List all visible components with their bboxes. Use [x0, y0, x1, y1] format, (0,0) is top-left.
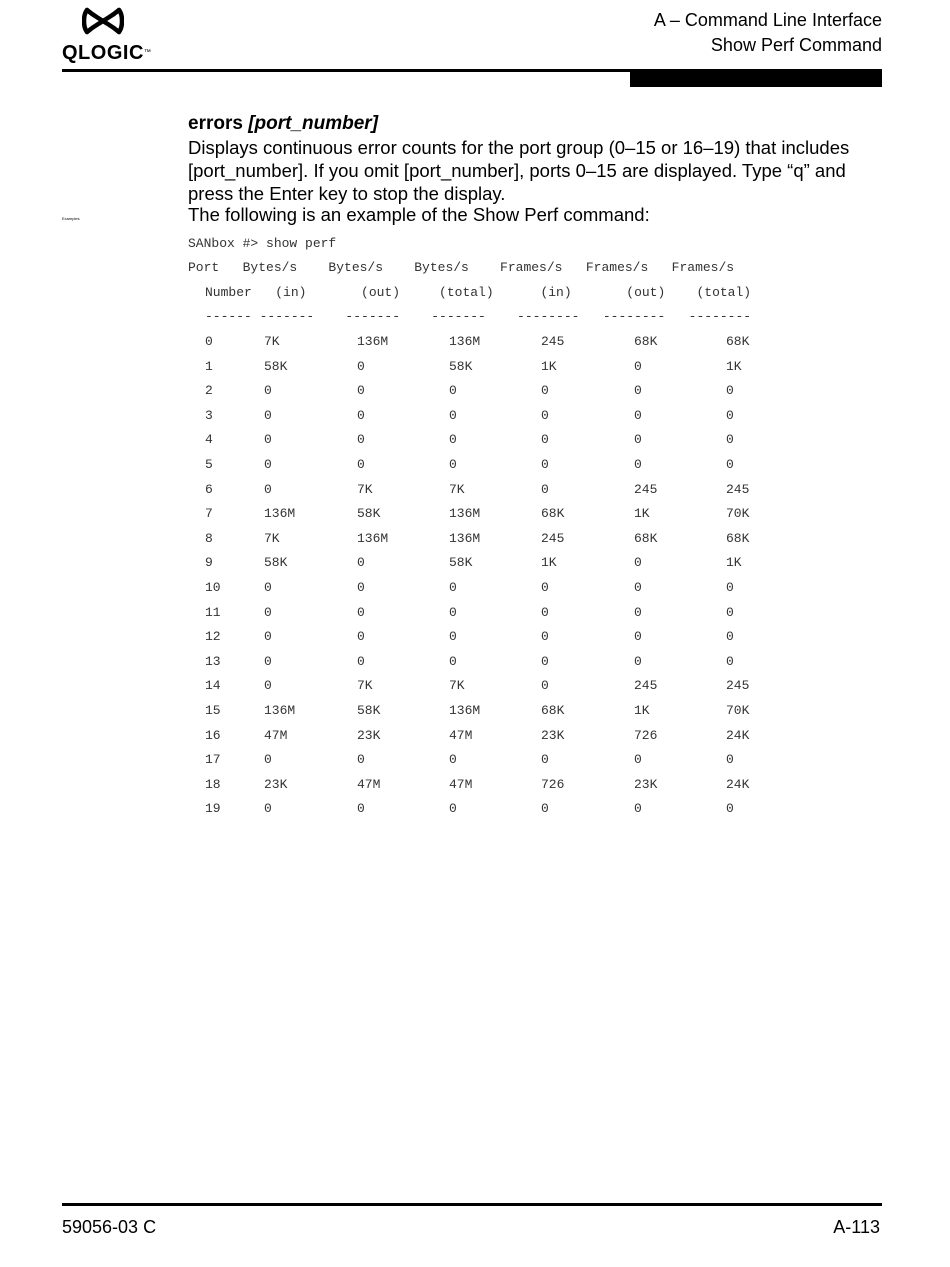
- qlogic-logo: [62, 6, 162, 62]
- table-cell: 0: [357, 629, 365, 645]
- table-cell: 23K: [357, 727, 381, 743]
- command-name: errors: [188, 113, 243, 134]
- table-cell: 7K: [264, 530, 280, 546]
- table-cell: 70K: [726, 703, 750, 718]
- table-cell: 0: [264, 580, 272, 595]
- table-cell: 7K: [449, 481, 465, 497]
- table-cell: 7K: [357, 678, 373, 694]
- table-header-row-1: Port Bytes/s Bytes/s Bytes/s Frames/s Frames/s Frames/s: [188, 260, 735, 275]
- table-cell: 0: [726, 407, 734, 423]
- table-cell: 0: [264, 752, 272, 768]
- table-cell: 0: [264, 653, 272, 669]
- table-cell: 0: [264, 801, 272, 817]
- table-cell: 58K: [357, 703, 381, 718]
- table-cell: 0: [357, 383, 365, 399]
- table-cell: 0: [449, 383, 457, 399]
- table-cell: 1K: [541, 358, 557, 374]
- table-cell: 58K: [449, 358, 473, 374]
- port-number-cell: 0: [205, 334, 213, 349]
- table-cell: 0: [541, 383, 549, 399]
- port-number-cell: 6: [205, 481, 213, 497]
- port-number-cell: 12: [205, 629, 221, 645]
- table-cell: 0: [541, 407, 549, 423]
- table-cell: 0: [357, 653, 365, 669]
- table-cell: 0: [449, 604, 457, 620]
- port-number-cell: 16: [205, 727, 221, 743]
- table-cell: 0: [541, 481, 549, 497]
- port-number-cell: 14: [205, 678, 221, 694]
- table-cell: 0: [357, 432, 365, 448]
- port-number-cell: 10: [205, 580, 221, 595]
- port-number-cell: 5: [205, 457, 213, 472]
- section-header: Show Perf Command: [710, 35, 882, 55]
- table-cell: 68K: [726, 530, 750, 546]
- table-cell: 0: [541, 678, 549, 694]
- table-cell: 7K: [357, 481, 373, 497]
- table-cell: 70K: [726, 506, 750, 522]
- table-cell: 0: [634, 555, 642, 571]
- table-cell: 0: [541, 580, 549, 595]
- footer-rule: [62, 1203, 882, 1206]
- table-cell: 0: [357, 604, 365, 620]
- table-cell: 136M: [449, 703, 481, 718]
- table-cell: 23K: [264, 776, 288, 792]
- table-cell: 136M: [449, 530, 481, 546]
- table-cell: 1K: [726, 555, 742, 571]
- table-cell: 0: [449, 432, 457, 448]
- table-cell: 0: [357, 407, 365, 423]
- table-cell: 0: [726, 604, 734, 620]
- table-cell: 0: [357, 457, 365, 472]
- table-cell: 0: [264, 457, 272, 472]
- table-cell: 7K: [449, 678, 465, 694]
- port-number-cell: 18: [205, 776, 221, 792]
- table-cell: 0: [264, 383, 272, 399]
- port-number-cell: 11: [205, 604, 221, 620]
- table-cell: 0: [634, 629, 642, 645]
- chapter-header: A – Command Line Interface: [653, 10, 882, 30]
- table-cell: 47M: [449, 776, 473, 792]
- table-cell: 47M: [449, 727, 473, 743]
- table-cell: 0: [634, 580, 642, 595]
- table-cell: 136M: [357, 530, 389, 546]
- port-number-cell: 3: [205, 407, 213, 423]
- table-cell: 58K: [264, 358, 288, 374]
- table-cell: 0: [634, 432, 642, 448]
- table-cell: 0: [449, 457, 457, 472]
- table-cell: 68K: [541, 703, 565, 718]
- table-cell: 245: [726, 481, 750, 497]
- header-tab-bar: [630, 72, 882, 87]
- table-cell: 68K: [541, 506, 565, 522]
- table-cell: 0: [264, 629, 272, 645]
- table-cell: 245: [541, 334, 565, 349]
- table-cell: 0: [541, 801, 549, 817]
- table-cell: 0: [541, 752, 549, 768]
- table-cell: 136M: [357, 334, 389, 349]
- port-number-cell: 2: [205, 383, 213, 399]
- trademark-mark: ™: [143, 49, 152, 56]
- margin-note: Examples: [62, 216, 80, 221]
- port-number-cell: 9: [205, 555, 213, 571]
- table-cell: 68K: [726, 334, 750, 349]
- command-heading: [188, 113, 378, 135]
- logo-wordmark: QLOGIC™: [62, 42, 152, 64]
- table-cell: 0: [726, 653, 734, 669]
- table-cell: 0: [449, 752, 457, 768]
- table-cell: 0: [449, 653, 457, 669]
- table-cell: 1K: [541, 555, 557, 571]
- table-cell: 245: [634, 678, 658, 694]
- table-cell: 245: [634, 481, 658, 497]
- table-cell: 245: [541, 530, 565, 546]
- table-cell: 47M: [357, 776, 381, 792]
- port-number-cell: 8: [205, 530, 213, 546]
- table-header-divider: ------ ------- ------- ------- -------- -------- --------: [205, 309, 752, 324]
- table-cell: 136M: [264, 506, 296, 522]
- table-cell: 0: [357, 801, 365, 817]
- table-cell: 0: [634, 653, 642, 669]
- table-cell: 0: [726, 752, 734, 768]
- table-cell: 0: [357, 752, 365, 768]
- table-cell: 0: [634, 457, 642, 472]
- port-number-cell: 4: [205, 432, 213, 448]
- table-cell: 726: [541, 776, 565, 792]
- table-cell: 0: [449, 580, 457, 595]
- table-cell: 58K: [449, 555, 473, 571]
- table-cell: 0: [264, 481, 272, 497]
- table-cell: 0: [634, 604, 642, 620]
- table-header-row-2: Number (in) (out) (total) (in) (out) (total): [205, 285, 752, 300]
- table-cell: 0: [357, 555, 365, 571]
- table-cell: 0: [634, 752, 642, 768]
- table-cell: 0: [726, 457, 734, 472]
- table-cell: 136M: [449, 334, 481, 349]
- table-cell: 136M: [449, 506, 481, 522]
- table-cell: 0: [264, 432, 272, 448]
- table-cell: 0: [264, 678, 272, 694]
- table-cell: 0: [634, 407, 642, 423]
- port-number-cell: 17: [205, 752, 221, 768]
- table-cell: 1K: [634, 703, 650, 718]
- port-number-cell: 1: [205, 358, 213, 374]
- table-cell: 0: [634, 801, 642, 817]
- example-intro: The following is an example of the Show Perf command:: [188, 204, 650, 225]
- table-cell: 136M: [264, 703, 296, 718]
- table-cell: 0: [449, 629, 457, 645]
- table-cell: 24K: [726, 776, 750, 792]
- table-cell: 0: [726, 629, 734, 645]
- table-cell: 58K: [357, 506, 381, 522]
- table-cell: 0: [357, 358, 365, 374]
- command-description: Displays continuous error counts for the port group (0–15 or 16–19) that includes [port_number]. If you omit [port_number], ports 0–15 are displayed. Type “q” and press the Enter key to stop the display.: [188, 137, 850, 204]
- table-cell: 0: [541, 653, 549, 669]
- command-param: [port_number]: [248, 113, 379, 134]
- table-cell: 0: [726, 580, 734, 595]
- port-number-cell: 13: [205, 653, 221, 669]
- table-cell: 0: [541, 629, 549, 645]
- table-cell: 726: [634, 727, 658, 743]
- table-cell: 0: [449, 407, 457, 423]
- table-cell: 24K: [726, 727, 750, 743]
- table-cell: 0: [726, 801, 734, 817]
- table-cell: 58K: [264, 555, 288, 571]
- table-cell: 47M: [264, 727, 288, 743]
- table-cell: 0: [541, 432, 549, 448]
- port-number-cell: 15: [205, 703, 221, 718]
- table-cell: 0: [634, 358, 642, 374]
- port-number-cell: 7: [205, 506, 213, 522]
- table-cell: 23K: [541, 727, 565, 743]
- doc-number: 59056-03 C: [62, 1217, 157, 1237]
- table-cell: 0: [726, 383, 734, 399]
- table-cell: 7K: [264, 334, 280, 349]
- page-number: A-113: [833, 1217, 880, 1237]
- table-cell: 1K: [726, 358, 742, 374]
- table-cell: 0: [541, 457, 549, 472]
- table-cell: 68K: [634, 530, 658, 546]
- table-cell: 68K: [634, 334, 658, 349]
- table-cell: 0: [357, 580, 365, 595]
- table-cell: 0: [726, 432, 734, 448]
- table-cell: 0: [264, 407, 272, 423]
- qlogic-mark-icon: [82, 6, 124, 36]
- table-cell: 0: [264, 604, 272, 620]
- table-cell: 23K: [634, 776, 658, 792]
- table-cell: 0: [449, 801, 457, 817]
- table-cell: 0: [634, 383, 642, 399]
- table-cell: 0: [541, 604, 549, 620]
- table-cell: 1K: [634, 506, 650, 522]
- table-cell: 245: [726, 678, 750, 694]
- port-number-cell: 19: [205, 801, 221, 817]
- cli-prompt: SANbox #> show perf: [188, 236, 337, 251]
